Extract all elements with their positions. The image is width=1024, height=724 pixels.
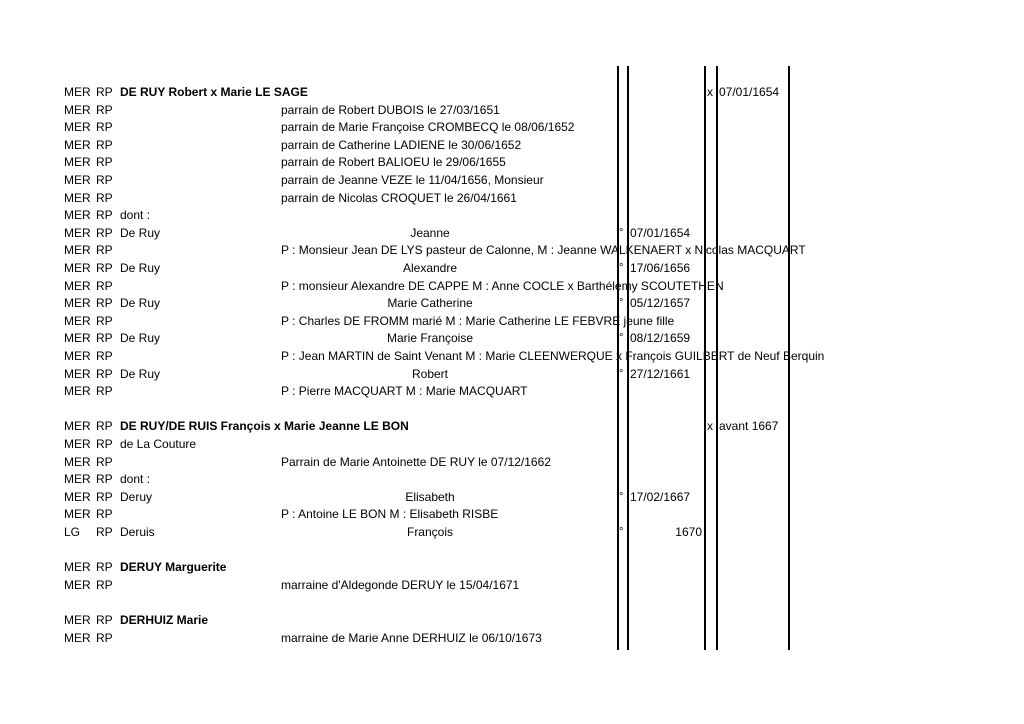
surname-cell: de La Couture	[120, 437, 197, 451]
parish-code: RP	[96, 137, 113, 152]
parish-code: RP	[96, 102, 113, 117]
table-row	[0, 207, 1024, 225]
table-row	[0, 418, 1024, 436]
table-row	[0, 190, 1024, 208]
parish-code: RP	[96, 278, 113, 293]
region-code: MER	[64, 507, 91, 522]
parish-code: RP	[96, 296, 113, 311]
surname-cell: Deruis	[120, 525, 155, 539]
detail-cell: parrain de Robert DUBOIS le 27/03/1651	[281, 102, 500, 117]
region-code: MER	[64, 208, 91, 223]
birth-date-cell: 17/02/1667	[630, 489, 691, 504]
table-row	[0, 594, 1024, 612]
region-code: MER	[64, 472, 91, 487]
parish-code: RP	[96, 366, 113, 381]
region-code: MER	[64, 630, 91, 645]
surname-cell: DE RUY Robert x Marie LE SAGE	[120, 85, 308, 99]
surname-cell: De Ruy	[120, 296, 161, 311]
region-code: MER	[64, 489, 91, 504]
table-row	[0, 225, 1024, 243]
table-row	[0, 506, 1024, 524]
table-row	[0, 260, 1024, 278]
table-row	[0, 559, 1024, 577]
region-code: MER	[64, 366, 91, 381]
surname-cell: DERUY Marguerite	[120, 560, 227, 575]
region-code: MER	[64, 454, 91, 469]
parish-code: RP	[96, 489, 113, 504]
surname-cell: dont :	[120, 208, 151, 223]
region-code: MER	[64, 137, 91, 152]
birth-mark: °	[619, 297, 624, 310]
region-code: MER	[64, 261, 91, 275]
detail-cell: P : Monsieur Jean DE LYS pasteur de Calonne, M : Jeanne WALKENAERT x Nicolas MACQUART	[281, 243, 806, 258]
given-name-cell: Alexandre	[402, 261, 458, 275]
parish-code: RP	[96, 630, 113, 645]
parish-code: RP	[96, 208, 113, 223]
region-code: MER	[64, 331, 91, 346]
detail-cell: parrain de Jeanne VEZE le 11/04/1656, Monsieur	[281, 173, 544, 187]
surname-cell: De Ruy	[120, 261, 161, 275]
surname-cell: dont :	[120, 472, 151, 487]
marriage-mark: x	[707, 85, 713, 99]
birth-date-cell: 1670	[675, 525, 702, 539]
region-code: MER	[64, 613, 91, 627]
region-code: MER	[64, 120, 91, 135]
table-row	[0, 348, 1024, 366]
given-name-cell: Marie Françoise	[386, 331, 474, 346]
surname-cell: De Ruy	[120, 225, 161, 240]
parish-code: RP	[96, 261, 113, 275]
surname-cell: DE RUY/DE RUIS François x Marie Jeanne LE BON	[120, 419, 409, 434]
birth-mark: °	[619, 332, 624, 345]
parish-code: RP	[96, 190, 113, 205]
table-row	[0, 612, 1024, 630]
region-code: MER	[64, 85, 91, 99]
table-row	[0, 383, 1024, 401]
region-code: MER	[64, 190, 91, 205]
table-row	[0, 330, 1024, 348]
birth-date-cell: 27/12/1661	[630, 366, 691, 381]
table-row	[0, 242, 1024, 260]
table-row	[0, 119, 1024, 137]
detail-cell: P : Charles DE FROMM marié M : Marie Catherine LE FEBVRE jeune fille	[281, 313, 675, 328]
given-name-cell: Robert	[411, 366, 449, 381]
region-code: MER	[64, 560, 91, 575]
region-code: MER	[64, 102, 91, 117]
region-code: MER	[64, 296, 91, 311]
parish-code: RP	[96, 472, 113, 487]
region-code: MER	[64, 577, 91, 592]
detail-cell: parrain de Catherine LADIENE le 30/06/1652	[281, 137, 522, 152]
detail-cell: marraine d'Aldegonde DERUY le 15/04/1671	[281, 577, 520, 592]
detail-cell: P : monsieur Alexandre DE CAPPE M : Anne COCLE x Barthélemy SCOUTETHEN	[281, 278, 724, 293]
parish-code: RP	[96, 454, 113, 469]
table-row	[0, 577, 1024, 595]
parish-code: RP	[96, 243, 113, 258]
region-code: MER	[64, 437, 91, 451]
birth-mark: °	[619, 526, 624, 538]
birth-date-cell: 07/01/1654	[630, 225, 691, 240]
region-code: LG	[64, 525, 81, 539]
surname-cell: De Ruy	[120, 366, 161, 381]
parish-code: RP	[96, 85, 113, 99]
table-row	[0, 542, 1024, 560]
region-code: MER	[64, 243, 91, 258]
table-row	[0, 489, 1024, 507]
table-row	[0, 401, 1024, 419]
surname-cell: DERHUIZ Marie	[120, 613, 209, 627]
detail-cell: parrain de Robert BALIOEU le 29/06/1655	[281, 155, 506, 170]
marriage-date-cell: 07/01/1654	[719, 85, 780, 99]
marriage-date-cell: avant 1667	[719, 419, 779, 434]
detail-cell: parrain de Marie Françoise CROMBECQ le 08/06/1652	[281, 120, 575, 135]
parish-code: RP	[96, 225, 113, 240]
table-row	[0, 524, 1024, 542]
region-code: MER	[64, 313, 91, 328]
region-code: MER	[64, 173, 91, 187]
given-name-cell: François	[406, 525, 453, 539]
parish-code: RP	[96, 419, 113, 434]
parish-code: RP	[96, 173, 113, 187]
detail-cell: parrain de Nicolas CROQUET le 26/04/1661	[281, 190, 517, 205]
region-code: MER	[64, 349, 91, 363]
detail-cell: Parrain de Marie Antoinette DE RUY le 07/12/1662	[281, 454, 551, 469]
given-name-cell: Jeanne	[410, 225, 450, 240]
table-row	[0, 313, 1024, 331]
birth-date-cell: 05/12/1657	[630, 296, 691, 311]
table-row	[0, 630, 1024, 648]
parish-code: RP	[96, 120, 113, 135]
surname-cell: Deruy	[120, 489, 153, 504]
region-code: MER	[64, 155, 91, 170]
birth-date-cell: 17/06/1656	[630, 261, 691, 275]
parish-code: RP	[96, 313, 113, 328]
marriage-mark: x	[707, 419, 713, 434]
table-row	[0, 471, 1024, 489]
table-row	[0, 84, 1024, 102]
region-code: MER	[64, 225, 91, 240]
detail-cell: P : Jean MARTIN de Saint Venant M : Marie CLEENWERQUE x François GUILBERT de Neuf Berquin	[281, 349, 825, 363]
region-code: MER	[64, 278, 91, 293]
parish-code: RP	[96, 507, 113, 522]
region-code: MER	[64, 419, 91, 434]
table-row	[0, 436, 1024, 454]
surname-cell: De Ruy	[120, 331, 161, 346]
table-row	[0, 295, 1024, 313]
birth-mark: °	[619, 226, 624, 239]
table-row	[0, 137, 1024, 155]
parish-code: RP	[96, 577, 113, 592]
table-row	[0, 172, 1024, 190]
table-row	[0, 278, 1024, 296]
given-name-cell: Elisabeth	[405, 489, 455, 504]
detail-cell: P : Pierre MACQUART M : Marie MACQUART	[281, 384, 528, 399]
given-name-cell: Marie Catherine	[387, 296, 473, 311]
detail-cell: marraine de Marie Anne DERHUIZ le 06/10/1673	[281, 630, 542, 645]
parish-code: RP	[96, 384, 113, 399]
parish-code: RP	[96, 349, 113, 363]
table-row	[0, 454, 1024, 472]
parish-code: RP	[96, 525, 113, 539]
parish-code: RP	[96, 560, 113, 575]
table-row	[0, 102, 1024, 120]
birth-mark: °	[619, 490, 624, 503]
region-code: MER	[64, 384, 91, 399]
detail-cell: P : Antoine LE BON M : Elisabeth RISBE	[281, 507, 499, 522]
parish-code: RP	[96, 613, 113, 627]
birth-mark: °	[619, 367, 624, 380]
parish-code: RP	[96, 331, 113, 346]
parish-code: RP	[96, 155, 113, 170]
birth-mark: °	[619, 262, 624, 274]
table-row	[0, 366, 1024, 384]
parish-code: RP	[96, 437, 113, 451]
table-row	[0, 154, 1024, 172]
birth-date-cell: 08/12/1659	[630, 331, 691, 346]
